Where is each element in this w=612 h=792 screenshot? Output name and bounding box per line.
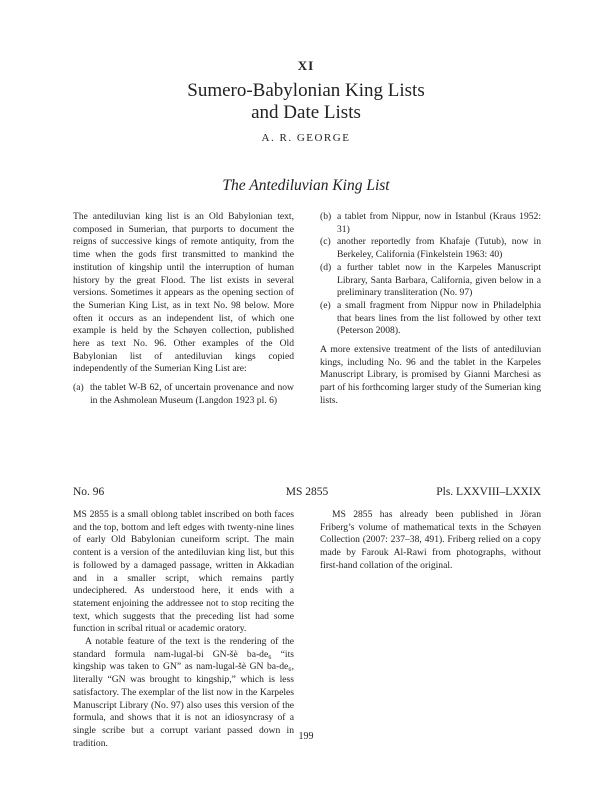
chapter-number: XI	[297, 58, 315, 73]
list-item-text: another reportedly from Khafaje (Tutub), now in Berkeley, California (Finkelstein 1963: 40)	[337, 236, 541, 261]
entry-number: No. 96	[73, 486, 105, 498]
right-column-top	[320, 211, 541, 408]
chapter-title-line-2: and Date Lists	[251, 102, 361, 123]
list-item	[73, 382, 294, 407]
list-item-text: a small fragment from Nippur now in Philadelphia that bears lines from the list followed by other text (Peterson 2008).	[337, 299, 541, 337]
left-column-top	[73, 211, 294, 408]
list-item-text: a further tablet now in the Karpeles Manuscript Library, Santa Barbara, California, given below in a preliminary transliteration (No. 97)	[337, 261, 541, 299]
list-item-text: the tablet W-B 62, of uncertain provenance and now in the Ashmolean Museum (Langdon 1923 pl. 6)	[90, 382, 294, 406]
entry-plates: Pls. LXXVIII–LXXIX	[436, 486, 541, 498]
entry-paragraph-3: MS 2855 has already been published in Jöran Friberg’s volume of mathematical texts in the Schøyen Collection (2007: 237–38, 491). Friberg relied on a copy made by Farouk Al-Rawi from photographs, without first-hand collation of the original.	[320, 509, 541, 571]
entry-paragraph-2: A notable feature of the text is the rendering of the standard formula nam-lugal-bi GN-šè ba-de₆ “its kingship was taken to GN” as nam-lugal-šè GN ba-de₆, literally “GN was brought to kingship,” which is less satisfactory. The exemplar of the list now in the Karpeles Manuscript Library (No. 97) also uses this version of the formula, and shows that it is not an idiosyncrasy of a single scribe but a corrupt variant passed down in tradition.	[73, 636, 294, 749]
closing-paragraph: A more extensive treatment of the lists of antediluvian kings, including No. 96 and the tablet in the Karpeles Manuscript Library, is promised by Gianni Marchesi as part of his forthcoming larger study of the Sumerian king lists.	[320, 344, 541, 406]
list-item-label: (d)	[320, 261, 332, 273]
right-column-bottom	[320, 509, 541, 573]
chapter-title-line-1: Sumero-Babylonian King Lists	[187, 80, 425, 101]
entry-paragraph-1: MS 2855 is a small oblong tablet inscribed on both faces and the top, bottom and left edges with twenty-nine lines of early Old Babylonian cuneiform script. The main content is a version of the antediluvian king list, but this is followed by a damaged passage, written in Akkadian and in a smaller script, which remains partly undeciphered. As understood here, it ends with a statement enjoining the addressee not to stop reciting the text, which suggests that the preceding list had some function in scribal ritual or academic oratory.	[73, 509, 294, 635]
list-item	[320, 236, 541, 261]
list-item-label: (b)	[320, 211, 332, 222]
entry-ms-number: MS 2855	[285, 486, 329, 498]
left-column-bottom	[73, 509, 294, 750]
page-number: 199	[298, 731, 314, 742]
list-item-label: (e)	[320, 299, 331, 311]
list-item-label: (a)	[73, 382, 84, 394]
section-title: The Antediluvian King List	[222, 177, 390, 194]
chapter-title	[0, 80, 612, 124]
list-item	[320, 262, 541, 300]
list-item	[320, 211, 541, 236]
intro-paragraph: The antediluvian king list is an Old Babylonian text, composed in Sumerian, that purports to document the reigns of successive kings of remote antiquity, from the time when the gods first transmitted to mankind the institution of kingship until the interruption of human history by the great Flood. The list exists in several versions. Sometimes it appears as the opening section of the Sumerian King List, as in text No. 98 below. More often it occurs as an independent list, of which one example is held by the Schøyen collection, published here as text No. 96. Other examples of the Old Babylonian list of antediluvian kings copied independently of the Sumerian King List are:	[73, 211, 294, 375]
author-name: A. R. GEORGE	[261, 132, 351, 144]
list-item-label: (c)	[320, 236, 331, 248]
list-item	[320, 300, 541, 338]
list-item-text: a tablet from Nippur, now in Istanbul (Kraus 1952: 31)	[337, 211, 541, 235]
